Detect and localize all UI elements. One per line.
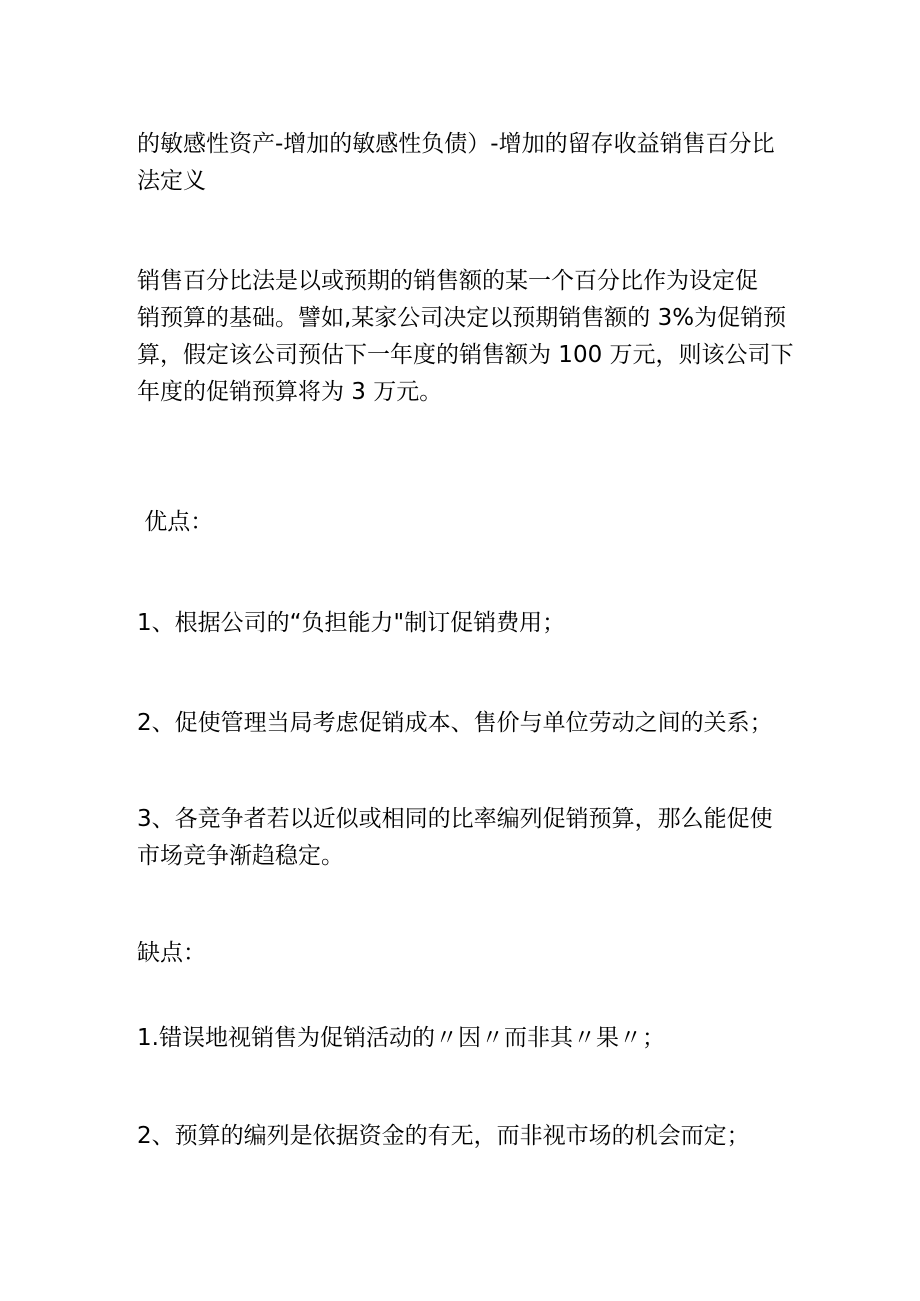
text-line: 的敏感性资产-增加的敏感性负债）-增加的留存收益销售百分比 bbox=[137, 131, 775, 157]
text-line: 1、根据公司的“负担能力"制订促销费用； bbox=[137, 610, 566, 636]
paragraph-intro-continued bbox=[137, 126, 797, 200]
text-line: 1.错误地视销售为促销活动的〃因〃而非其〃果〃； bbox=[137, 1025, 665, 1051]
text-line: 销预算的基础。譬如,某家公司决定以预期销售额的 3%为促销预 bbox=[137, 305, 787, 331]
text-line: 年度的促销预算将为 3 万元。 bbox=[137, 379, 443, 405]
text-line: 优点： bbox=[137, 509, 214, 535]
disadvantages-heading bbox=[137, 935, 797, 972]
paragraph-definition bbox=[137, 263, 797, 411]
disadvantage-item-1 bbox=[137, 1020, 797, 1057]
disadvantage-item-2 bbox=[137, 1118, 797, 1155]
text-line: 销售百分比法是以或预期的销售额的某一个百分比作为设定促 bbox=[137, 268, 758, 294]
advantage-item-2 bbox=[137, 705, 797, 742]
text-line: 缺点： bbox=[137, 940, 206, 966]
text-line: 3、各竞争者若以近似或相同的比率编列促销预算，那么能促使 bbox=[137, 806, 773, 832]
text-line: 算，假定该公司预估下一年度的销售额为 100 万元，则该公司下 bbox=[137, 342, 794, 368]
text-line: 法定义 bbox=[137, 168, 206, 194]
text-line: 2、促使管理当局考虑促销成本、售价与单位劳动之间的关系； bbox=[137, 710, 773, 736]
text-line: 2、预算的编列是依据资金的有无，而非视市场的机会而定； bbox=[137, 1123, 750, 1149]
text-line: 市场竞争渐趋稳定。 bbox=[137, 843, 344, 869]
advantage-item-3 bbox=[137, 801, 797, 875]
advantages-heading bbox=[137, 504, 797, 541]
advantage-item-1 bbox=[137, 605, 797, 642]
